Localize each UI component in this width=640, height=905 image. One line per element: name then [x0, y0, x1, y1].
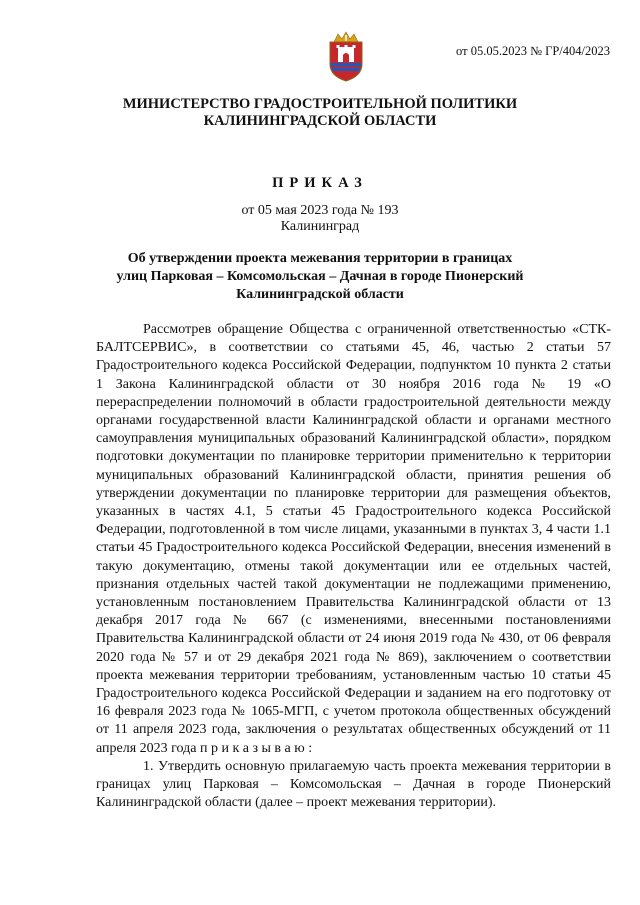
ministry-name — [0, 96, 640, 130]
ministry-name-line: МИНИСТЕРСТВО ГРАДОСТРОИТЕЛЬНОЙ ПОЛИТИКИ — [122, 96, 518, 112]
order-item-1: 1. Утвердить основную прилагаемую часть проекта межевания территории в границах улиц Парковая – Комсомольская – Дачная в городе Пионерский Калининградской области (далее – проект межевания территории). — [96, 758, 611, 811]
order-subject-line: улиц Парковая – Комсомольская – Дачная в городе Пионерский — [116, 269, 524, 284]
order-subject — [0, 250, 640, 304]
preamble-paragraph: Рассмотрев обращение Общества с ограниченной ответственностью «СТК-БАЛТСЕРВИС», в соответствии со статьями 45, 46, частью 2 статьи 57 Градостроительного кодекса Российской Федерации, подпунктом 10 пункта 2 статьи 1 Закона Калининградской области от 30 ноября 2016 года № 19 «О перераспределении полномочий в области градостроительной деятельности между органами государственной власти Калининградской области и органами местного самоуправления муниципальных образований Калининградской области», порядком подготовки документации по планировке территории применительно к территории муниципальных образований Калининградской области, принятия решения об утверждении документации по планировке территории для размещения объектов, указанных в частях 4.1, 5 статьи 45 Градостроительного кодекса Российской Федерации, подготовленной в том числе лицами, указанными в пунктах 3, 4 части 1.1 статьи 45 Градостроительного кодекса Российской Федерации, внесения изменений в такую документацию, отмены такой документации или ее отдельных частей, признания отдельных частей такой документации не подлежащими применению, установленным постановлением Правительства Калининградской области от 13 декабря 2017 года № 667 (с изменениями, внесенными постановлениями Правительства Калининградской области от 24 июня 2019 года № 430, от 06 февраля 2020 года № 57 и от 29 декабря 2021 года № 869), заключением о соответствии проекта межевания территории требованиям, установленным частью 10 статьи 45 Градостроительного кодекса Российской Федерации и заданием на его подготовку от 16 февраля 2023 года № 1065-МГП, с учетом протокола общественных обсуждений от 11 апреля 2023 года, заключения о результатах общественных обсуждений от 11 апреля 2023 года п р и к а з ы в а ю : — [96, 322, 611, 756]
order-date-number: от 05 мая 2023 года № 193 — [241, 203, 399, 218]
order-body — [96, 321, 611, 812]
order-subject-line: Калининградской области — [236, 287, 404, 302]
order-subject-line: Об утверждении проекта межевания территории в границах — [127, 251, 513, 266]
kaliningrad-coat-of-arms-icon — [325, 30, 367, 82]
registration-number: от 05.05.2023 № ГР/404/2023 — [456, 44, 610, 58]
ministry-name-line: КАЛИНИНГРАДСКОЙ ОБЛАСТИ — [203, 113, 437, 129]
document-title: ПРИКАЗ — [272, 175, 368, 191]
order-city: Калининград — [280, 219, 360, 234]
